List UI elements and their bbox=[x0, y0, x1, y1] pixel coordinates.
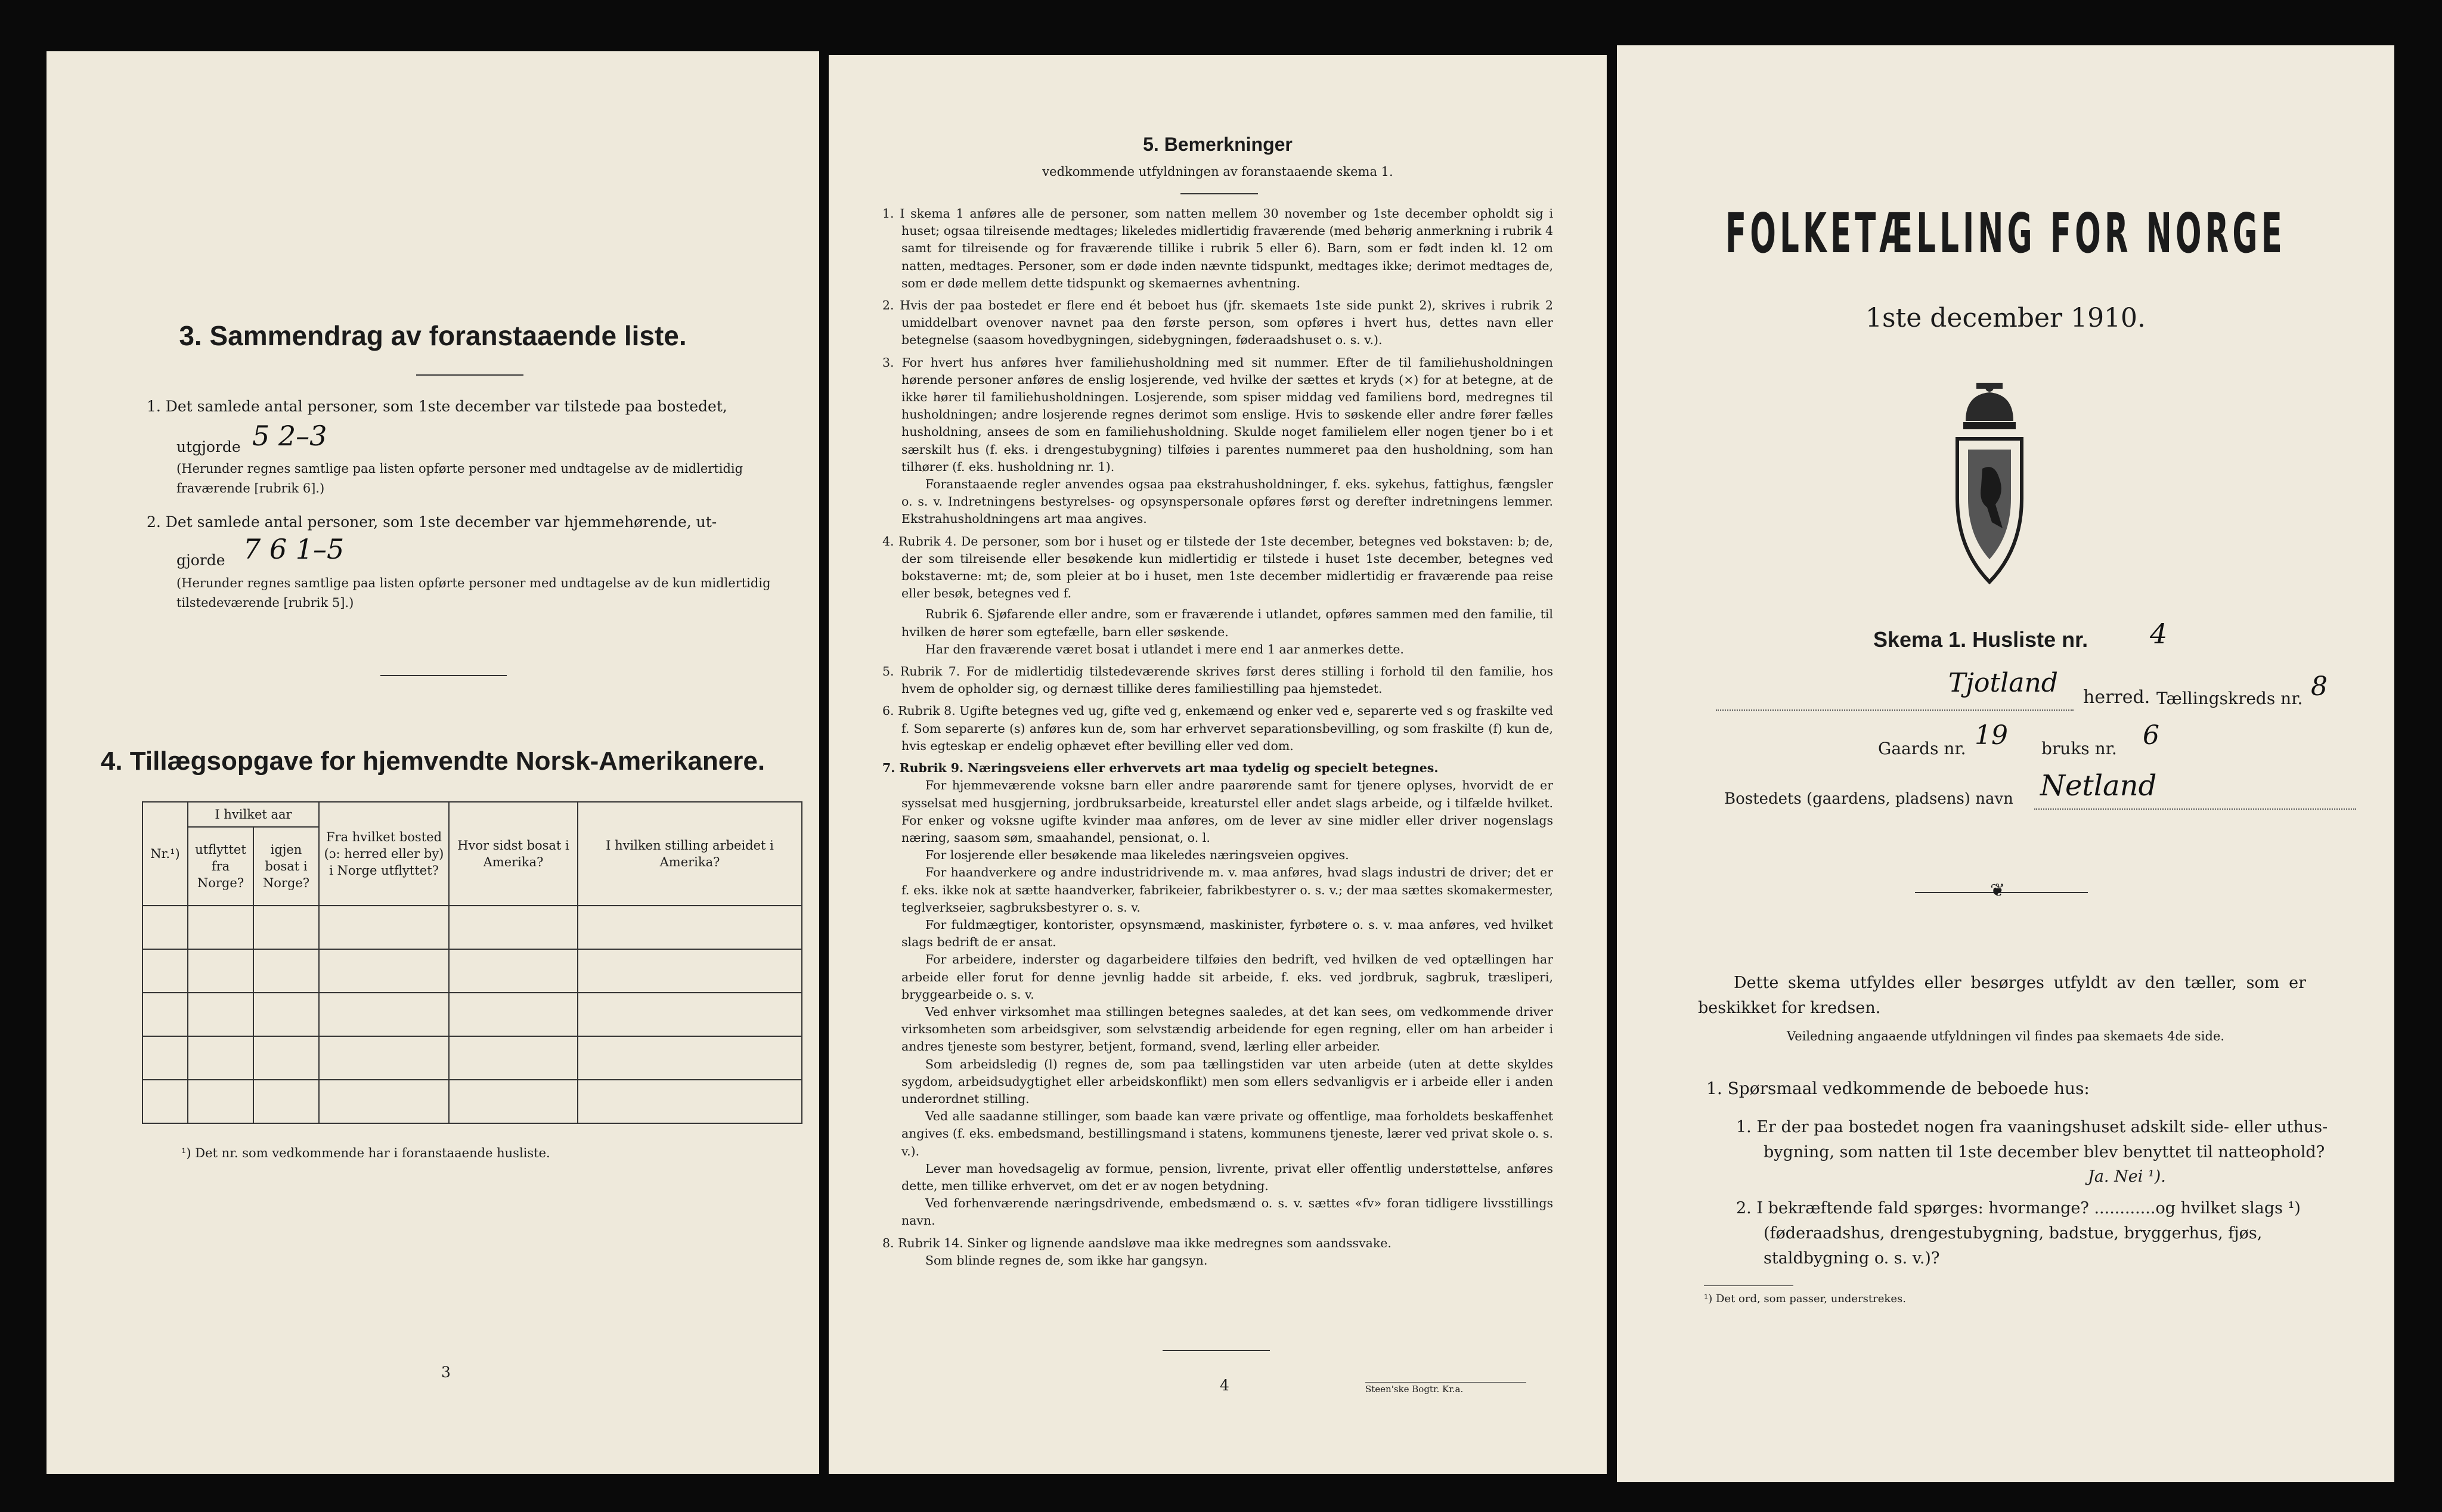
husliste-number: 4 bbox=[2150, 618, 2168, 650]
bruks-value: 6 bbox=[2143, 720, 2159, 751]
remark-4b: Rubrik 6. Sjøfarende eller andre, som er fraværende i utlandet, opføres sammen med den familie, til hvilken de hører som egtefælle, barn eller søskende. bbox=[901, 607, 1553, 639]
page-left bbox=[47, 51, 819, 1474]
remark-1: 1. I skema 1 anføres alle de personer, som natten mellem 30 november og 1ste december opholdt sig i huset; ogsaa tilreisende medtages; likeledes midlertidig fraværende (med behørig anmerkning i rubrik 4 samt for tilreisende og for fraværende tillike i rubrik 5 eller 6). Barn, som er født inden kl. 12 om natten, medtages. Personer, som er døde inden nævnte tidspunkt, medtages ikke; derimot medtages de, som er døde mellem dette tidspunkt og skemaernes avhentning. bbox=[882, 206, 1553, 290]
col-group-year: I hvilket aar bbox=[188, 802, 319, 827]
question-1: 1. Er der paa bostedet nogen fra vaaningshuset adskilt side- eller uthus-bygning, som natten til 1ste december blev benyttet til natteophold? bbox=[1736, 1118, 2328, 1161]
intro-text: Dette skema utfyldes eller besørges utfyldt av den tæller, som er beskikket for kredsen. bbox=[1698, 974, 2306, 1017]
col-utflyttet: utflyttet fra Norge? bbox=[188, 827, 253, 906]
bruks-label: bruks nr. bbox=[2041, 739, 2117, 758]
remark-7g: Ved enhver virksomhet maa stillingen betegnes saaledes, at det kan sees, om vedkommende driver virksomheten som arbeidsgiver, som selvstændig arbeidende for egen regning, eller om han arbeider i andres tjeneste som bestyrer, betjent, formand, svend, lærling eller arbeider. bbox=[901, 1004, 1553, 1054]
gaards-label: Gaards nr. bbox=[1878, 739, 1966, 758]
remarks-title: 5. Bemerkninger bbox=[1143, 134, 1293, 155]
item2-prefix: gjorde bbox=[176, 551, 225, 569]
remark-5: 5. Rubrik 7. For de midlertidig tilstedeværende skrives først deres stilling i forhold til den familie, hos hvem de opholder sig, og dernæst tillike deres familiestilling paa hjemstedet. bbox=[882, 664, 1553, 696]
divider bbox=[416, 374, 523, 376]
col-sidst: Hvor sidst bosat i Amerika? bbox=[449, 802, 578, 906]
bosted-label: Bostedets (gaardens, pladsens) navn bbox=[1724, 790, 2013, 808]
page-middle bbox=[829, 55, 1607, 1474]
remark-4c: Har den fraværende været bosat i utlandet i mere end 1 aar anmerkes dette. bbox=[925, 642, 1404, 656]
remarks-list bbox=[882, 205, 1553, 1269]
bosted-line bbox=[2034, 808, 2356, 810]
census-date: 1ste december 1910. bbox=[1865, 303, 2146, 333]
item1-note: (Herunder regnes samtlige paa listen opførte personer med undtagelse av de midlertidig fraværende [rubrik 6].) bbox=[176, 461, 743, 495]
remark-7h: Som arbeidsledig (l) regnes de, som paa tællingstiden var uten arbeide (uten at dette skyldes sygdom, arbeidsudygtighet eller arbeidskonflikt) men som ellers sedvanligvis er i arbeide eller i anden underordnet stilling. bbox=[901, 1056, 1553, 1106]
ornament-icon: ❦ bbox=[1990, 880, 2006, 901]
bosted-value: Netland bbox=[2040, 769, 2157, 803]
remark-8: 8. Rubrik 14. Sinker og lignende aandsløve maa ikke medregnes som aandssvake. bbox=[882, 1235, 1392, 1250]
coat-of-arms-icon bbox=[1948, 379, 2031, 594]
krets-label: Tællingskreds nr. bbox=[2156, 689, 2303, 708]
skema-label: Skema 1. Husliste nr. bbox=[1873, 627, 2088, 652]
norsk-amerikanere-table bbox=[142, 801, 802, 1124]
remark-3b: Foranstaaende regler anvendes ogsaa paa ekstrahusholdninger, f. eks. sykehus, fattighus, fængsler o. s. v. Indretningens bestyrelses- og opsynspersonale opføres først og derefter indretningens lemmer. Ekstrahusholdningens art maa angives. bbox=[901, 477, 1553, 526]
remark-7f: For arbeidere, inderster og dagarbeidere tilføies den bedrift, ved hvilken de ved optællingen har arbeide eller forut for denne jevnlig hadde sit arbeide, f. eks. ved jordbruk, sagbruk, træsliperi, bryggearbeide o. s. v. bbox=[901, 952, 1553, 1002]
remark-2: 2. Hvis der paa bostedet er flere end ét beboet hus (jfr. skemaets 1ste side punkt 2), skrives i rubrik 2 umiddelbart ovenover navnet paa den første person, som opføres i hvert hus, dettes navn eller betegnelse (saasom hovedbygningen, sidebygningen, føderaadshuset o. s. v.). bbox=[882, 298, 1553, 348]
col-fra: Fra hvilket bosted (ɔ: herred eller by) i Norge utflyttet? bbox=[319, 802, 449, 906]
remark-8b: Som blinde regnes de, som ikke har gangsyn. bbox=[925, 1253, 1208, 1268]
item2-note: (Herunder regnes samtlige paa listen opførte personer med undtagelse av de kun midlertidig tilstedeværende [rubrik 5].) bbox=[176, 576, 771, 610]
page-number: 4 bbox=[1220, 1377, 1229, 1394]
divider bbox=[1704, 1285, 1793, 1286]
printer-imprint: Steen'ske Bogtr. Kr.a. bbox=[1365, 1382, 1526, 1395]
herred-label: herred. bbox=[2083, 687, 2150, 708]
item2-handwritten-value: 7 6 1–5 bbox=[243, 533, 345, 565]
herred-value: Tjotland bbox=[1948, 668, 2058, 698]
divider bbox=[1180, 193, 1258, 194]
table-row bbox=[142, 1080, 802, 1123]
col-stilling: I hvilken stilling arbeidet i Amerika? bbox=[578, 802, 802, 906]
col-igjen: igjen bosat i Norge? bbox=[253, 827, 319, 906]
krets-value: 8 bbox=[2311, 671, 2328, 702]
section4-title: 4. Tillægsopgave for hjemvendte Norsk-Amerikanere. bbox=[100, 746, 766, 776]
item1-handwritten-value: 5 2–3 bbox=[252, 420, 327, 452]
remark-7: 7. Rubrik 9. Næringsveiens eller erhvervets art maa tydelig og specielt betegnes. bbox=[882, 761, 1439, 776]
page-right bbox=[1617, 45, 2394, 1482]
section3-title: 3. Sammendrag av foranstaaende liste. bbox=[179, 320, 687, 351]
remarks-subtitle: vedkommende utfyldningen av foranstaaende skema 1. bbox=[1042, 165, 1393, 179]
remark-7b: For hjemmeværende voksne barn eller andre paarørende samt for tjenere oplyses, hvorvidt de er sysselsat med husgjerning, jordbruksarbeide, kreaturstel eller andet slags arbeide, og i tilfælde hvilket. For enker og voksne ugifte kvinder maa anføres, om de lever av sine midler eller driver nogenslags næring, saasom søm, smaahandel, pensionat, o. l. bbox=[901, 778, 1553, 845]
item1-prefix: utgjorde bbox=[176, 438, 241, 456]
remark-3: 3. For hvert hus anføres hver familiehusholdning med sit nummer. Efter de til familiehusholdningen hørende personer anføres de enslig losjerende, ved hvilke der sættes et kryds (×) for at betegne, at de ikke hører til familiehusholdningen. Losjerende, som spiser middag ved familiens bord, medregnes til husholdningen; andre losjerende regnes derimot som enslige. Hvis to søskende eller andre fører fælles husholdning, ansees de som en familiehusholdning. Skulde noget familielem eller nogen tjener bo i et særskilt hus (f. eks. i drengestubygning) tilføies i parentes nummeret paa den husholdning, som han tilhører (f. eks. husholdning nr. 1). bbox=[882, 355, 1553, 474]
intro-note: Veiledning angaaende utfyldningen vil findes paa skemaets 4de side. bbox=[1786, 1029, 2225, 1043]
remark-6: 6. Rubrik 8. Ugifte betegnes ved ug, gifte ved g, enkemænd og enker ved e, separerte ved s og fraskilte ved f. Som separerte (s) anføres kun de, som har erhvervet separationsbevilling, og som fraskilte (f) kun de, hvis egteskap er endelig ophævet efter bevilling eller ved dom. bbox=[882, 704, 1553, 753]
footnote: ¹) Det ord, som passer, understrekes. bbox=[1704, 1293, 1906, 1305]
table-row bbox=[142, 1036, 802, 1080]
table-row bbox=[142, 906, 802, 949]
table-row bbox=[142, 949, 802, 993]
question-heading: 1. Spørsmaal vedkommende de beboede hus: bbox=[1706, 1079, 2090, 1098]
question-2: 2. I bekræftende fald spørges: hvormange? ............og hvilket slags ¹) (føderaadshus, drengestubygning, badstue, bryggerhus, fjøs, staldbygning o. s. v.)? bbox=[1736, 1199, 2301, 1268]
divider bbox=[380, 675, 507, 676]
item2-text: 2. Det samlede antal personer, som 1ste december var hjemmehørende, ut- bbox=[147, 513, 717, 531]
remark-7k: Ved forhenværende næringsdrivende, embedsmænd o. s. v. sættes «fv» foran tidligere livsstillings navn. bbox=[901, 1196, 1553, 1228]
remark-7e: For fuldmægtiger, kontorister, opsynsmænd, maskinister, fyrbøtere o. s. v. maa anføres, ved hvilket slags bedrift de er ansat. bbox=[901, 917, 1553, 950]
divider bbox=[1163, 1350, 1270, 1351]
remark-7c: For losjerende eller besøkende maa likeledes næringsveien opgives. bbox=[925, 848, 1349, 863]
col-nr: Nr.¹) bbox=[142, 802, 188, 906]
page-number: 3 bbox=[441, 1364, 451, 1381]
table-row bbox=[142, 993, 802, 1036]
item1-text: 1. Det samlede antal personer, som 1ste december var tilstede paa bostedet, bbox=[147, 398, 727, 415]
footnote: ¹) Det nr. som vedkommende har i foranstaaende husliste. bbox=[181, 1146, 550, 1160]
census-title: FOLKETÆLLING FOR NORGE bbox=[1725, 202, 2286, 265]
remark-7d: For haandverkere og andre industridrivende m. v. maa anføres, hvad slags industri de driver; det er f. eks. ikke nok at sætte haandverker, fabrikeier, fabrikbestyrer o. s. v.; der maa sættes skomakermester, teglverkseier, sagbruksbestyrer o. s. v. bbox=[901, 865, 1553, 915]
question-1-answer: Ja. Nei ¹). bbox=[2088, 1167, 2166, 1186]
remark-4: 4. Rubrik 4. De personer, som bor i huset og er tilstede der 1ste december, betegnes ved bokstaven: b; de, der som tilreisende eller besøkende kun midlertidig er tilstede i huset 1ste december, betegnes ved bokstaverne: mt; de, som pleier at bo i huset, men 1ste december midlertidig er fraværende paa reise eller besøk, betegnes ved f. bbox=[882, 534, 1553, 601]
remark-7j: Lever man hovedsagelig av formue, pension, livrente, privat eller offentlig understøttelse, anføres dette, men tillike erhvervet, om det er av nogen betydning. bbox=[901, 1161, 1553, 1193]
remark-7i: Ved alle saadanne stillinger, som baade kan være private og offentlige, maa forholdets beskaffenhet angives (f. eks. embedsmand, bestillingsmand i statens, kommunens tjeneste, lærer ved privat skole o. s. v.). bbox=[901, 1109, 1553, 1158]
gaards-value: 19 bbox=[1975, 720, 2008, 751]
